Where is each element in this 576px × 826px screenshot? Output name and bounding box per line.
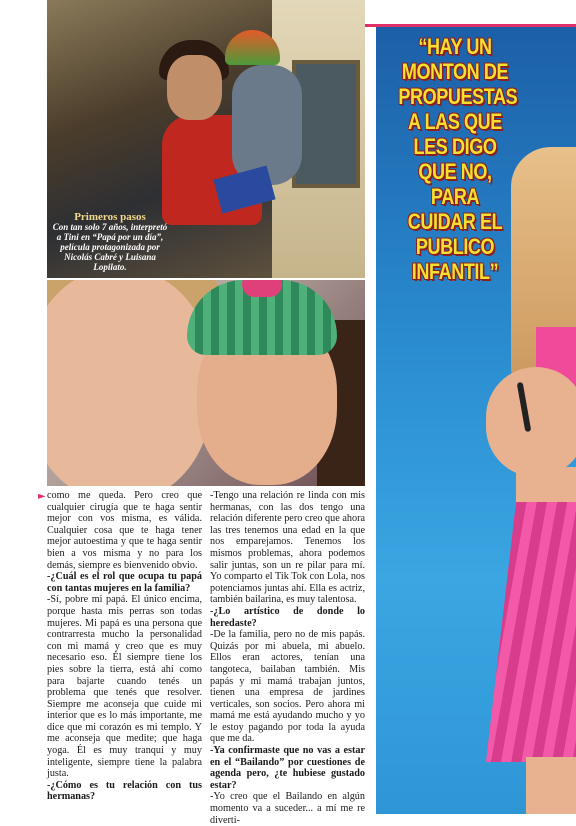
photo-mother-daughter: [47, 280, 365, 486]
caption-text: Con tan solo 7 años, interpretó a Tini en “Papá por un día”, película protagonizada por Nicolás Cabré y Luisana Lopilato.: [52, 222, 168, 272]
photo-caption: [50, 212, 170, 272]
pull-quote: “HAY UN MONTON DE PROPUESTAS A LAS QUE LES DIGO QUE NO, PARA CUIDAR EL PUBLICO INFANTIL”: [398, 34, 518, 284]
interview-answer: -Yo creo que el Bailando en algún momento va a suceder... a mí me re diverti-: [210, 791, 365, 826]
text-column-2: [210, 490, 365, 826]
interview-answer: -Tengo una relación re linda con mis hermanas, con las dos tengo una relación diferente pero creo que ahora las tres tenemos una edad en la que nos emparejamos. Tenemos los mismos problemas, ahora podemos salir juntas, son un re pilar para mí. Yo comparto el Tik Tok con Lola, nos potenciamos juntas ahí. Ella es actriz, también bailarina, es muy talentosa.: [210, 490, 365, 606]
interview-question: -¿Lo artístico de donde lo heredaste?: [210, 605, 365, 629]
continuation-arrow-icon: ►: [38, 491, 46, 502]
interview-answer: -Sí, pobre mi papá. El único encima, porque hasta mis perras son todas mujeres. Mi papá es una persona que contrarresta mucho la personalidad con mi mamá y creo que es muy necesario eso. Él siempre tiene los pies sobre la tierra, está ahí como para bajarte cuando tenés un problema que tenés que resolver. Siempre me aconseja que cuide mi interior que es lo más importante, me dice que mi corazón es mi templo. Y me aconseja que medite; que haga yoga. Él es muy tranqui y muy inteligente, siempre tiene la palabra justa.: [47, 594, 202, 780]
interview-question: -Ya confirmaste que no vas a estar en el “Bailando” por cuestiones de agenda pero, ¿te hubiese gustado estar?: [210, 745, 365, 791]
interview-question: -¿Cuál es el rol que ocupa tu papá con tantas mujeres en la familia?: [47, 571, 202, 594]
caption-title: Primeros pasos: [74, 211, 146, 223]
text-column-1: [47, 490, 202, 810]
interview-answer: -De la familia, pero no de mis papás. Quizás por mi abuela, mi abuelo. Ellos eran actores, tenían una tangoteca, bailaban también. Mis papás y mi mamá trabajan juntos, tienen una empresa de jardines verticales, son socios. Pero ahora mi mamá me está ayudando mucho y yo le estoy pagando por toda la ayuda que me da.: [210, 629, 365, 745]
interview-question: -¿Cómo es tu relación con tus hermanas?: [47, 779, 202, 803]
interview-answer: como me queda. Pero creo que cualquier cirugía que te haga sentir mejor con vos misma, es válida. Cualquier cosa que te haga tener mejor autoestima y que te haga sentir bien a vos misma y no para los demás, siempre es bienvenido obvio.: [47, 490, 202, 571]
